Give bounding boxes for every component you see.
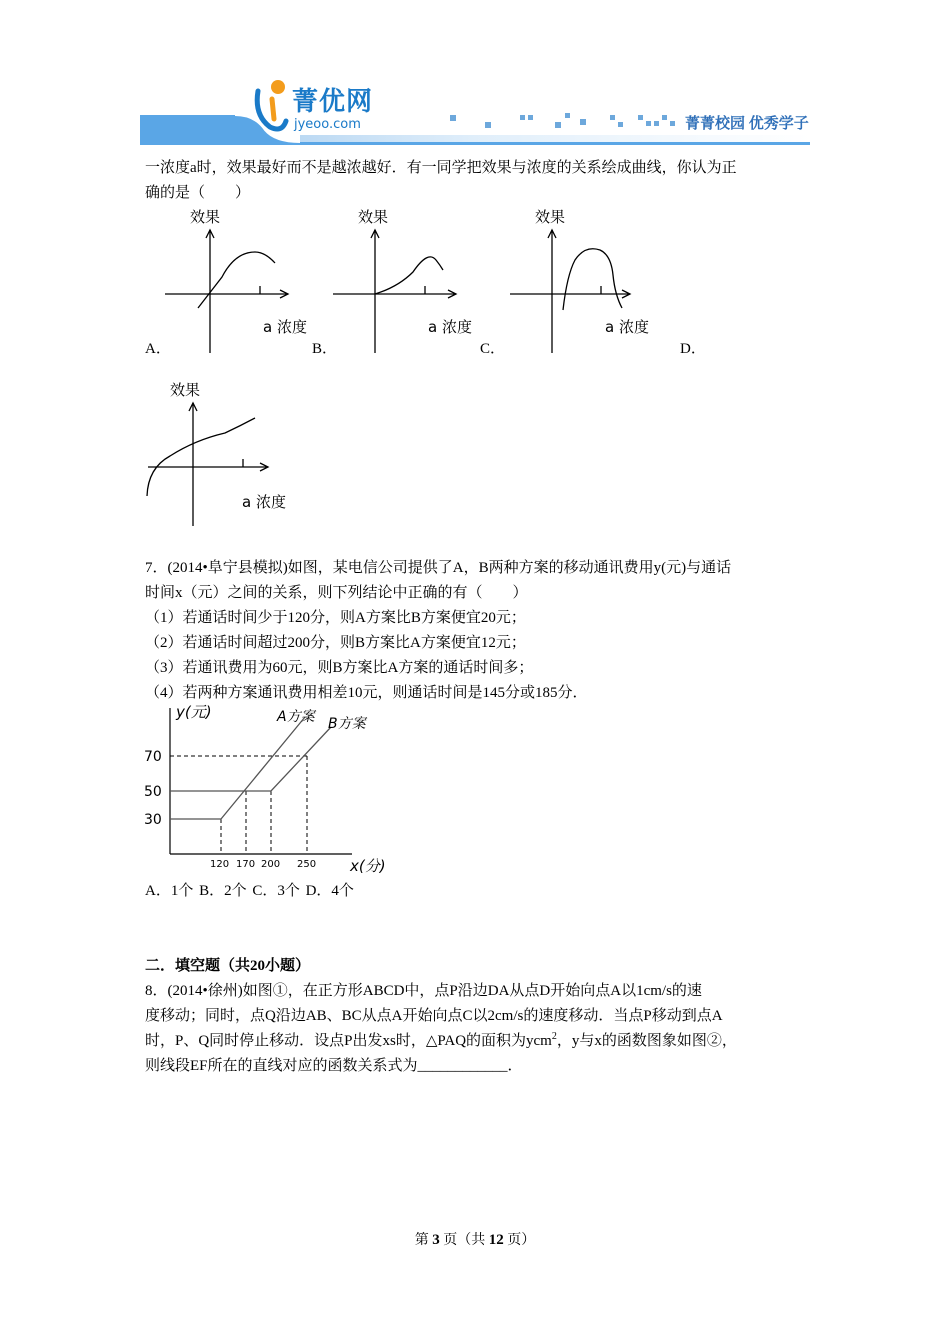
q6-stem-line1: 一浓度a时，效果最好而不是越浓越好．有一同学把效果与浓度的关系绘成曲线，你认为正 [145, 160, 737, 176]
graph-d-curve [147, 418, 255, 496]
section2-title: 二．填空题（共20小题） [145, 958, 311, 974]
graph-c-ylabel: 效果 [535, 208, 566, 226]
graph-a-xlabel: a 浓度 [263, 318, 307, 336]
footer-page-number: 3 [432, 1232, 440, 1248]
q7-chart [140, 700, 410, 880]
q7-ytick-70: 70 [144, 749, 162, 765]
footer-pre: 第 [414, 1233, 429, 1248]
jyeoo-logo-icon [252, 77, 292, 133]
q8-line3-b: ，y与x的函数图象如图②， [556, 1033, 737, 1049]
q7-item-4: （4）若两种方案通讯费用相差10元，则通话时间是145分或185分． [145, 685, 588, 701]
q6-graph-b [328, 205, 472, 355]
q7-answer-options[interactable]: A．1个 B．2个 C．3个 D．4个 [145, 883, 354, 899]
graph-c-xlabel: a 浓度 [605, 318, 649, 336]
q6-option-c[interactable]: C． [480, 341, 506, 357]
graph-b-xlabel: a 浓度 [428, 318, 472, 336]
q6-graph-c [505, 205, 655, 355]
q8-line4: 则线段EF所在的直线对应的函数关系式为____________． [145, 1058, 523, 1074]
q6-option-b[interactable]: B． [312, 341, 338, 357]
q7-xtick-200: 200 [261, 859, 281, 870]
q7-stem-line1: 7．(2014•阜宁县模拟)如图，某电信公司提供了A，B两种方案的移动通讯费用y(元)与通话 [145, 560, 732, 576]
footer-total-pages: 12 [488, 1232, 504, 1248]
q8-line1: 8．(2014•徐州)如图①，在正方形ABCD中，点P沿边DA从点D开始向点A以1cm/s的速 [145, 983, 702, 999]
q8-line2: 度移动；同时，点Q沿边AB、BC从点A开始向点C以2cm/s的速度移动．当点P移动到点A [145, 1008, 723, 1024]
q6-option-d[interactable]: D． [680, 341, 706, 357]
footer-mid: 页（共 [443, 1233, 486, 1248]
header-slogan: 菁菁校园 优秀学子 [685, 116, 809, 132]
header-band [140, 75, 810, 145]
graph-d-ylabel: 效果 [170, 381, 201, 399]
logo-url: jyeoo.com [294, 117, 361, 132]
page-footer [0, 1230, 950, 1251]
footer-post: 页） [507, 1233, 536, 1248]
q8-line3 [145, 1030, 737, 1052]
graph-b-ylabel: 效果 [358, 208, 389, 226]
logo-title: 菁优网 [292, 87, 374, 117]
q7-stem-line2: 时间x（元）之间的关系，则下列结论中正确的有（ ） [145, 585, 528, 601]
q8-line3-a: 时，P、Q同时停止移动．设点P出发xs时，△PAQ的面积为ycm [145, 1033, 552, 1049]
graph-d-xlabel: a 浓度 [242, 493, 286, 511]
q7-xtick-250: 250 [297, 859, 317, 870]
q8-line3-sup: 2 [551, 1031, 557, 1042]
q7-series-b-label: B方案 [328, 716, 366, 732]
q7-item-3: （3）若通讯费用为60元，则B方案比A方案的通话时间多； [145, 660, 534, 676]
q7-ylabel: y(元) [176, 703, 212, 721]
q7-series-a-label: A方案 [277, 709, 315, 725]
decor-squares-icon [450, 113, 675, 128]
q7-ytick-50: 50 [144, 784, 162, 800]
graph-c-curve [563, 249, 622, 310]
page-header [140, 75, 810, 145]
q7-ytick-30: 30 [144, 812, 162, 828]
q7-item-2: （2）若通话时间超过200分，则B方案比A方案便宜12元； [145, 635, 526, 651]
q6-graph-a [160, 205, 307, 355]
q6-graph-d [140, 378, 290, 528]
q7-xtick-170: 170 [236, 859, 256, 870]
graph-a-ylabel: 效果 [190, 208, 221, 226]
q7-series-a-line [170, 717, 305, 819]
q7-xlabel: x(分) [350, 857, 386, 875]
q6-stem-line2: 确的是（ ） [145, 185, 251, 201]
graph-b-curve [375, 257, 443, 294]
q6-option-a[interactable]: A． [145, 341, 171, 357]
q7-item-1: （1）若通话时间少于120分，则A方案比B方案便宜20元； [145, 610, 526, 626]
q7-xtick-120: 120 [210, 859, 230, 870]
